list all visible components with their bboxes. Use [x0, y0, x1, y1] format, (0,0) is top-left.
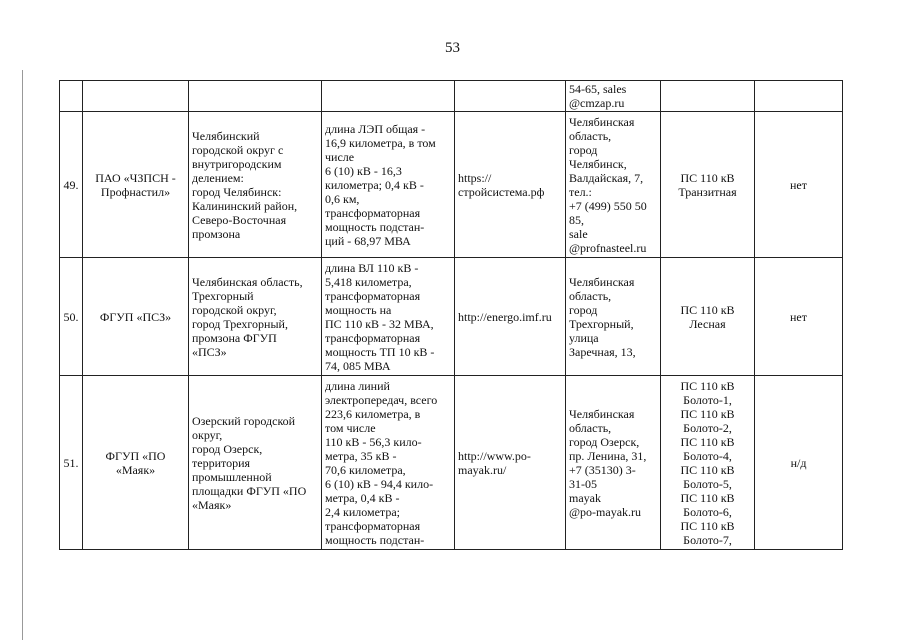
substation: ПС 110 кВ Лесная — [661, 258, 755, 376]
table-row — [60, 376, 843, 550]
contacts: Челябинская область, город Челябинск, Валдайская, 7, тел.: +7 (499) 550 50 85, sale @profnasteel.ru — [566, 112, 661, 258]
note: нет — [755, 258, 843, 376]
row-number: 49. — [60, 112, 83, 258]
note: нет — [755, 112, 843, 258]
substation: ПС 110 кВ Болото-1, ПС 110 кВ Болото-2, ПС 110 кВ Болото-4, ПС 110 кВ Болото-5, ПС 110 кВ Болото-6, ПС 110 кВ Болото-7, — [661, 376, 755, 550]
website — [455, 81, 566, 112]
grid-parameters: длина ЛЭП общая - 16,9 километра, в том числе 6 (10) кВ - 16,3 километра; 0,4 кВ - 0,6 км, трансформаторная мощность подстан- ций - 68,97 МВА — [322, 112, 455, 258]
row-number — [60, 81, 83, 112]
substation-registry-table — [59, 80, 843, 550]
owner-name — [83, 81, 189, 112]
contacts: Челябинская область, город Озерск, пр. Ленина, 31, +7 (35130) 3- 31-05 mayak @po-mayak.ru — [566, 376, 661, 550]
grid-parameters — [322, 81, 455, 112]
note: н/д — [755, 376, 843, 550]
row-number: 51. — [60, 376, 83, 550]
grid-parameters: длина ВЛ 110 кВ - 5,418 километра, трансформаторная мощность на ПС 110 кВ - 32 МВА, трансформаторная мощность ТП 10 кВ - 74, 085 МВА — [322, 258, 455, 376]
website: http://energo.imf.ru — [455, 258, 566, 376]
owner-name: ФГУП «ПО «Маяк» — [83, 376, 189, 550]
location — [189, 81, 322, 112]
contacts: 54-65, sales @cmzap.ru — [566, 81, 661, 112]
page-edge-line — [22, 70, 23, 640]
website: http://www.po- mayak.ru/ — [455, 376, 566, 550]
location: Озерский городской округ, город Озерск, территория промышленной площадки ФГУП «ПО «Маяк» — [189, 376, 322, 550]
location: Челябинский городской округ с внутригородским делением: город Челябинск: Калининский район, Северо-Восточная промзона — [189, 112, 322, 258]
owner-name: ФГУП «ПСЗ» — [83, 258, 189, 376]
contacts: Челябинская область, город Трехгорный, улица Заречная, 13, — [566, 258, 661, 376]
website: https:// стройсистема.рф — [455, 112, 566, 258]
substation — [661, 81, 755, 112]
table-row — [60, 81, 843, 112]
owner-name: ПАО «ЧЗПСН - Профнастил» — [83, 112, 189, 258]
note — [755, 81, 843, 112]
grid-parameters: длина линий электропередач, всего 223,6 километра, в том числе 110 кВ - 56,3 кило- метра, 35 кВ - 70,6 километра, 6 (10) кВ - 94,4 кило- метра, 0,4 кВ - 2,4 километра; трансформаторная мощность подстан- — [322, 376, 455, 550]
table-row — [60, 112, 843, 258]
page-number: 53 — [445, 40, 460, 56]
table-row — [60, 258, 843, 376]
substation: ПС 110 кВ Транзитная — [661, 112, 755, 258]
row-number: 50. — [60, 258, 83, 376]
location: Челябинская область, Трехгорный городской округ, город Трехгорный, промзона ФГУП «ПСЗ» — [189, 258, 322, 376]
